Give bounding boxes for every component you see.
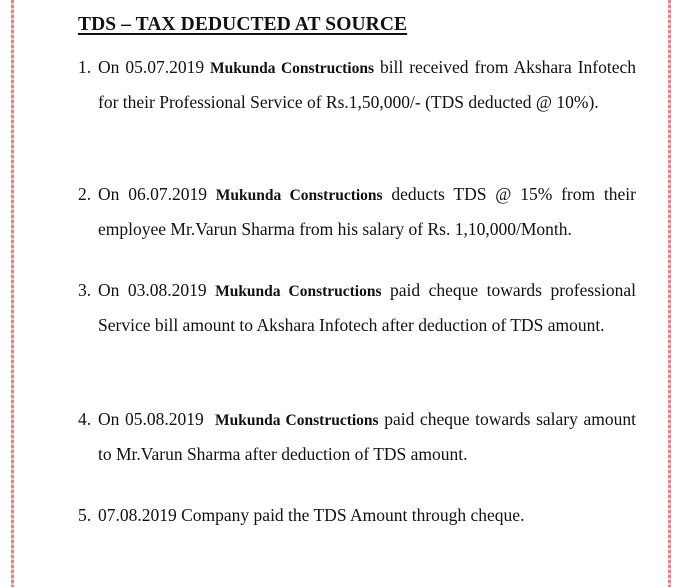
item-number: 2. [78,184,92,204]
item-number: 1. [78,57,92,77]
item-number: 5. [78,505,92,525]
company-name: Mukunda Constructions [215,283,382,300]
item-text-before: On 05.07.2019 [98,57,211,77]
item-text-after: bill received from Akshara Infotech for their Professional Service of Rs.1,50,000/- (TDS deducted @ 10%). [98,57,637,112]
page-border-left [11,0,14,587]
item-text [98,178,636,245]
item-number: 3. [78,280,92,300]
item-text: 07.08.2019 Company paid the TDS Amount through cheque. [98,505,525,525]
item-text-before: On 05.08.2019 [98,409,215,429]
item-text [98,51,636,118]
list-item [78,403,636,470]
company-name: Mukunda Constructions [215,187,383,204]
list-item [78,178,636,245]
list-item [78,499,636,532]
page-border-right [668,0,671,587]
list-item [78,51,636,118]
item-text-after: paid cheque towards salary amount to Mr.Varun Sharma after deduction of TDS amount. [98,409,636,464]
item-text [98,274,636,341]
company-name: Mukunda Constructions [210,60,374,77]
item-number: 4. [78,409,92,429]
company-name: Mukunda Constructions [214,412,379,429]
item-text-before: On 06.07.2019 [98,184,216,204]
document-page [78,10,638,525]
list-item [78,274,636,341]
item-text-after: deducts TDS @ 15% from their employee Mr.Varun Sharma from his salary of Rs. 1,10,000/Month. [98,184,636,239]
document-title: TDS – TAX DEDUCTED AT SOURCE [78,14,408,35]
item-text [98,403,636,470]
item-text-after: paid cheque towards professional Service bill amount to Akshara Infotech after deduction of TDS amount. [98,280,636,335]
item-text-before: On 03.08.2019 [98,280,216,300]
